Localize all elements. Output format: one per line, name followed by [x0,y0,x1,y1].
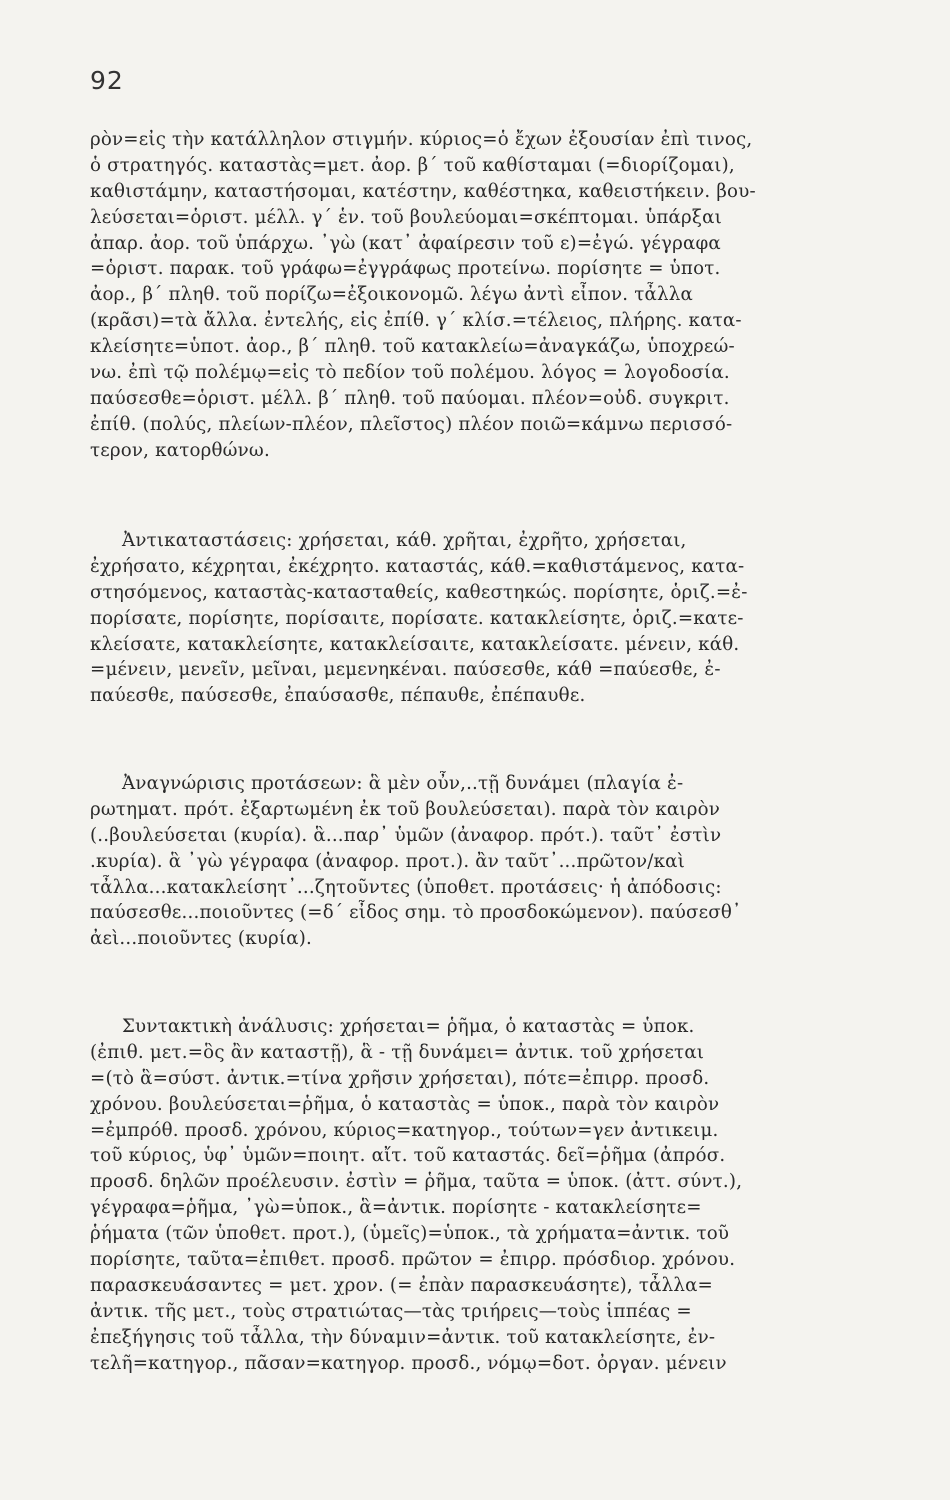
text-line: ῥήματα (τῶν ὑποθετ. προτ.), (ὑμεῖς)=ὑποκ., τὰ χρήματα=ἀντικ. τοῦ [90,1223,730,1245]
text-line: καθιστάμην, καταστήσομαι, κατέστην, καθέστηκα, καθειστήκειν. βου- [90,180,756,202]
text-line: χρόνου. βουλεύσεται=ῥῆμα, ὁ καταστὰς = ὑποκ., παρὰ τὸν καιρὸν [90,1093,720,1115]
text-line: ἀντικ. τῆς μετ., τοὺς στρατιώτας—τὰς τριήρεις—τοὺς ἱππέας = [90,1300,692,1322]
text-line: =μένειν, μενεῖν, μεῖναι, μεμενηκέναι. παύσεσθε, κάθ =παύεσθε, ἐ- [90,659,721,681]
text-line: ρὸν=εἰς τὴν κατάλληλον στιγμήν. κύριος=ὁ ἔχων ἐξουσίαν ἐπὶ τινος, [90,129,753,150]
text-line: κλείσατε, κατακλείσητε, κατακλείσαιτε, κατακλείσατε. μένειν, κάθ. [90,633,740,655]
text-line: (κρᾶσι)=τὰ ἄλλα. ἐντελής, εἰς ἐπίθ. γ΄ κλίσ.=τέλειος, πλήρης. κατα- [90,310,742,332]
text-line: ρωτηματ. πρότ. ἐξαρτωμένη ἐκ τοῦ βουλεύσεται). παρὰ τὸν καιρὸν [90,798,721,820]
text-line: .κυρία). ἃ ᾿γὼ γέγραφα (ἀναφορ. προτ.). ἂν ταῦτ᾿...πρῶτον/καὶ [90,850,685,872]
text-line: Ἀναγνώρισις προτάσεων: ἃ μὲν οὖν,..τῇ δυνάμει (πλαγία ἐ- [122,773,684,794]
text-line: τερον, κατορθώνω. [90,439,270,461]
text-line: παρασκευάσαντες = μετ. χρον. (= ἐπὰν παρασκευάσητε), τἆλλα= [90,1274,713,1296]
text-line: ἀορ., β΄ πληθ. τοῦ πορίζω=ἐξοικονομῶ. λέγω ἀντὶ εἶπον. τἆλλα [90,284,693,306]
text-line: παύσεσθε=ὁριστ. μέλλ. β΄ πληθ. τοῦ παύομαι. πλέον=οὐδ. συγκριτ. [90,387,730,409]
text-line: παύεσθε, παύσεσθε, ἐπαύσασθε, πέπαυθε, ἐπέπαυθε. [90,685,586,707]
text-line: λεύσεται=ὁριστ. μέλλ. γ΄ ἑν. τοῦ βουλεύομαι=σκέπτομαι. ὑπάρξαι [90,206,722,228]
text-line: ἀπαρ. ἀορ. τοῦ ὑπάρχω. ᾿γὼ (κατ᾿ ἀφαίρεσιν τοῦ ε)=ἐγώ. γέγραφα [90,232,721,254]
text-line: στησόμενος, καταστὰς-κατασταθείς, καθεστηκώς. πορίσητε, ὁριζ.=ἐ- [90,581,748,603]
paragraph-clause-recognition [90,771,895,952]
text-line: τἆλλα...κατακλείσητ᾿...ζητοῦντες (ὑποθετ. προτάσεις· ἡ ἀπόδοσις: [90,876,722,898]
text-line: Ἀντικαταστάσεις: χρήσεται, κάθ. χρῆται, ἐχρῆτο, χρήσεται, [122,530,687,551]
paragraph-syntactic-analysis [90,1014,895,1376]
text-line: τοῦ κύριος, ὑφ᾿ ὑμῶν=ποιητ. αἴτ. τοῦ καταστάς. δεῖ=ῥῆμα (ἀπρόσ. [90,1145,726,1167]
text-line: =ἐμπρόθ. προσδ. χρόνου, κύριος=κατηγορ., τούτων=γεν ἀντικειμ. [90,1119,719,1141]
page-number: 92 [90,66,124,95]
text-line: ἐπεξήγησις τοῦ τἆλλα, τὴν δύναμιν=ἀντικ. τοῦ κατακλείσητε, ἐν- [90,1326,716,1348]
paragraph-vocabulary [90,127,895,464]
text-line: =ὁριστ. παρακ. τοῦ γράφω=ἐγγράφως προτείνω. πορίσητε = ὑποτ. [90,258,721,280]
paragraph-substitutions [90,528,895,709]
text-line: κλείσητε=ὑποτ. ἀορ., β΄ πληθ. τοῦ κατακλείω=ἀναγκάζω, ὑποχρεώ- [90,336,735,358]
text-line: παύσεσθε...ποιοῦντες (=δ΄ εἶδος σημ. τὸ προσδοκώμενον). παύσεσθ᾿ [90,902,742,924]
text-line: Συντακτικὴ ἀνάλυσις: χρήσεται= ῥῆμα, ὁ καταστὰς = ὑποκ. [122,1016,695,1037]
text-line: νω. ἐπὶ τῷ πολέμῳ=εἰς τὸ πεδίον τοῦ πολέμου. λόγος = λογοδοσία. [90,362,730,384]
text-line: πορίσατε, πορίσητε, πορίσαιτε, πορίσατε. κατακλείσητε, ὁριζ.=κατε- [90,607,744,629]
text-line: ἐχρήσατο, κέχρηται, ἐκέχρητο. καταστάς, κάθ.=καθιστάμενος, κατα- [90,555,745,577]
text-line: πορίσητε, ταῦτα=ἐπιθετ. προσδ. πρῶτον = ἐπιρρ. πρόσδιορ. χρόνου. [90,1249,736,1271]
text-line: ἀεὶ...ποιοῦντες (κυρία). [90,928,313,950]
text-line: προσδ. δηλῶν προέλευσιν. ἐστὶν = ῥῆμα, ταῦτα = ὑποκ. (ἀττ. σύντ.), [90,1171,743,1193]
text-line: (ἐπιθ. μετ.=ὃς ἂν καταστῇ), ἃ - τῇ δυνάμει= ἀντικ. τοῦ χρήσεται [90,1041,705,1063]
text-line: =(τὸ ἃ=σύστ. ἀντικ.=τίνα χρῆσιν χρήσεται), πότε=ἐπιρρ. προσδ. [90,1067,710,1089]
text-line: γέγραφα=ῥῆμα, ᾿γὼ=ὑποκ., ἃ=ἀντικ. πορίσητε - κατακλείσητε= [90,1197,702,1219]
text-line: ἐπίθ. (πολύς, πλείων-πλέον, πλεῖστος) πλέον ποιῶ=κάμνω περισσό- [90,413,733,435]
text-line: (..βουλεύσεται (κυρία). ἃ...παρ᾿ ὑμῶν (ἀναφορ. πρότ.). ταῦτ᾿ ἐστὶν [90,824,722,846]
text-line: ὁ στρατηγός. καταστὰς=μετ. ἀορ. β΄ τοῦ καθίσταμαι (=διορίζομαι), [90,154,735,176]
text-line: τελῆ=κατηγορ., πᾶσαν=κατηγορ. προσδ., νόμῳ=δοτ. ὀργαν. μένειν [90,1352,727,1374]
